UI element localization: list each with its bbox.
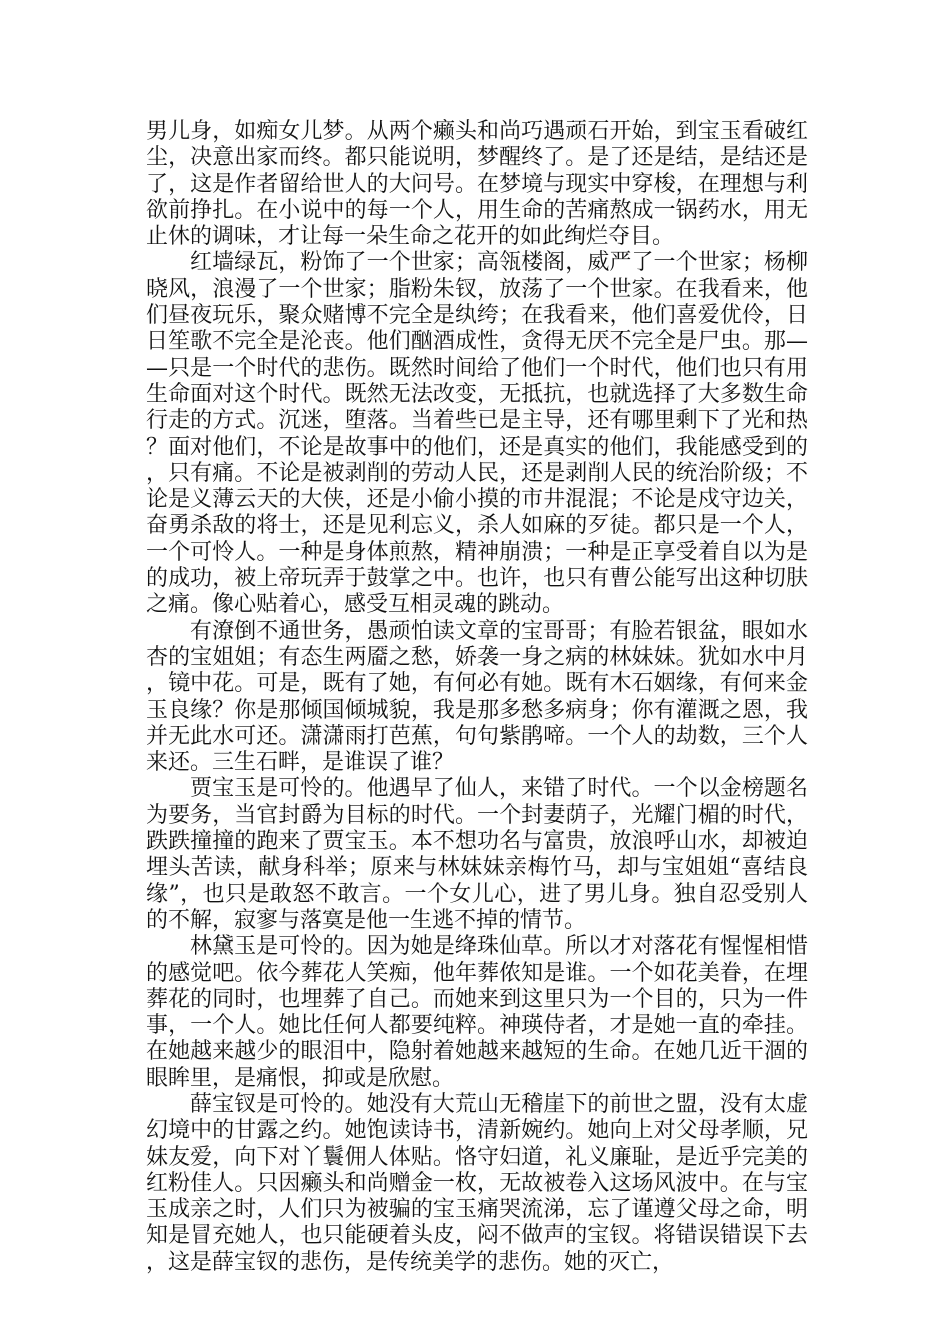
paragraph-family: 红墙绿瓦，粉饰了一个世家；高瓴楼阁，威严了一个世家；杨柳晓风，浪漫了一个世家；脂粉朱钗，放荡了一个世家。在我看来，他们昼夜玩乐，聚众赌博不完全是纨绔；在我看来，他们喜爱优伶，日日笙歌不完全是沦丧。他们酗酒成性，贪得无厌不完全是尸虫。那——只是一个时代的悲伤。既然时间给了他们一个时代，他们也只有用生命面对这个时代。既然无法改变，无抵抗，也就选择了大多数生命行走的方式。沉迷，堕落。当着些已是主导，还有哪里剩下了光和热？面对他们，不论是故事中的他们，还是真实的他们，我能感受到的，只有痛。不论是被剥削的劳动人民，还是剥削人民的统治阶级；不论是义薄云天的大侠，还是小偷小摸的市井混混；不论是戍守边关，奋勇杀敌的将士，还是见利忘义，杀人如麻的歹徒。都只是一个人，一个可怜人。一种是身体煎熬，精神崩溃；一种是正享受着自以为是的成功，被上帝玩弄于鼓掌之中。也许，也只有曹公能写出这种切肤之痛。像心贴着心，感受互相灵魂的跳动。 <box>146 250 808 618</box>
paragraph-lin-daiyu: 林黛玉是可怜的。因为她是绛珠仙草。所以才对落花有惺惺相惜的感觉吧。依今葬花人笑痴，他年葬侬知是谁。一个如花美眷，在埋葬花的同时，也埋葬了自己。而她来到这里只为一个目的，只为一件事，一个人。她比任何人都要纯粹。神瑛侍者，才是她一直的牵挂。在她越来越少的眼泪中，隐射着她越来越短的生命。在她几近干涸的眼眸里，是痛恨，抑或是欣慰。 <box>146 934 808 1091</box>
paragraph-intro: 男儿身，如痴女儿梦。从两个癞头和尚巧遇顽石开始，到宝玉看破红尘，决意出家而终。都只能说明，梦醒终了。是了还是结，是结还是了，这是作者留给世人的大问号。在梦境与现实中穿梭，在理想与利欲前挣扎。在小说中的每一个人，用生命的苦痛熬成一锅药水，用无止休的调味，才让每一朵生命之花开的如此绚烂夺目。 <box>146 119 808 250</box>
paragraph-love-triangle: 有潦倒不通世务，愚顽怕读文章的宝哥哥；有脸若银盆，眼如水杏的宝姐姐；有态生两靥之愁，娇袭一身之病的林妹妹。犹如水中月，镜中花。可是，既有了她，有何必有她。既有木石姻缘，有何来金玉良缘？你是那倾国倾城貌，我是那多愁多病身；你有灌溉之恩，我并无此水可还。潇潇雨打芭蕉，句句紫鹃啼。一个人的劫数，三个人来还。三生石畔，是谁误了谁？ <box>146 618 808 776</box>
paragraph-xue-baochai: 薛宝钗是可怜的。她没有大荒山无稽崖下的前世之盟，没有太虚幻境中的甘露之约。她饱读诗书，清新婉约。她向上对父母孝顺，兄妹友爱，向下对丫鬟佣人体贴。恪守妇道，礼义廉耻，是近乎完美的红粉佳人。只因癞头和尚赠金一枚，无故被卷入这场风波中。在与宝玉成亲之时，人们只为被骗的宝玉痛哭流涕，忘了谨遵父母之命，明知是冒充她人，也只能硬着头皮，闷不做声的宝钗。将错误错误下去，这是薛宝钗的悲伤，是传统美学的悲伤。她的灭亡， <box>146 1091 808 1275</box>
paragraph-jia-baoyu: 贾宝玉是可怜的。他遇早了仙人，来错了时代。一个以金榜题名为要务，当官封爵为目标的时代。一个封妻荫子，光耀门楣的时代，跌跌撞撞的跑来了贾宝玉。本不想功名与富贵，放浪呼山水，却被迫埋头苦读，献身科举；原来与林妹妹亲梅竹马，却与宝姐姐“喜结良缘”，也只是敢怒不敢言。一个女儿心，进了男儿身。独自忍受别人的不解，寂寥与落寞是他一生逃不掉的情节。 <box>146 776 808 933</box>
document-page <box>146 119 808 1276</box>
